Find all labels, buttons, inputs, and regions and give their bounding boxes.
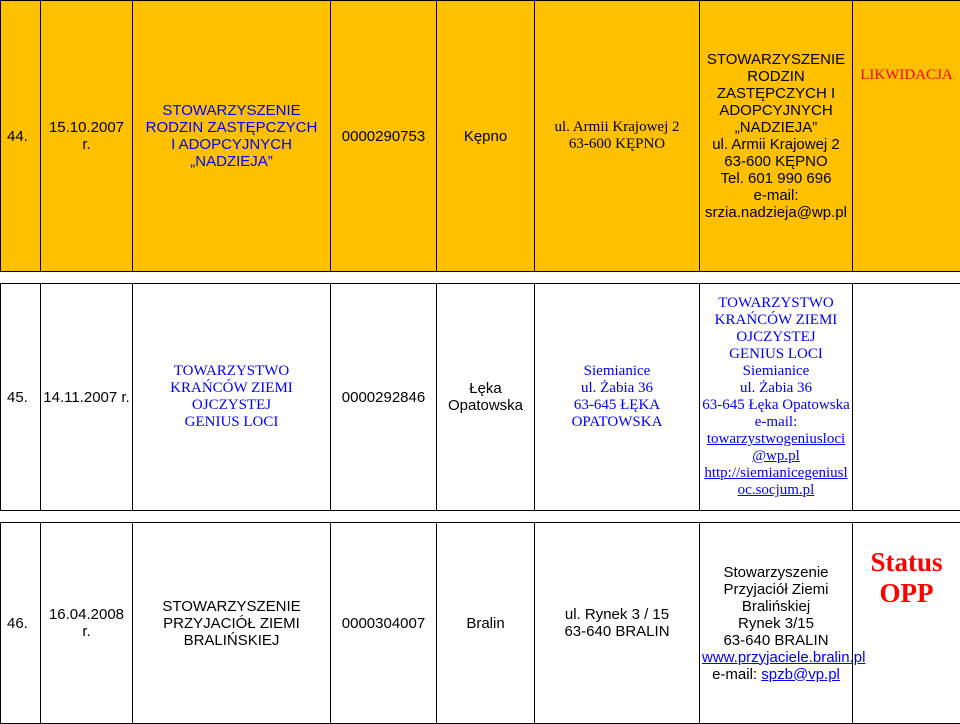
address [535, 284, 700, 511]
email-row [702, 666, 850, 683]
status-line: OPP [855, 578, 958, 609]
website-link[interactable]: www.przyjaciele.bralin.pl [702, 649, 850, 666]
address-line: ul. Żabia 36 [537, 380, 697, 397]
name-line: STOWARZYSZENIE [135, 598, 328, 615]
name-line: TOWARZYSTWO [135, 363, 328, 380]
contact-line: TOWARZYSTWO [702, 295, 850, 312]
address-line: OPATOWSKA [537, 414, 697, 431]
status-cell [853, 523, 960, 724]
table-row [1, 1, 960, 272]
row-number: 45. [1, 284, 41, 511]
contact-email: srzia.nadzieja@wp.pl [702, 204, 850, 221]
address [535, 1, 700, 272]
contact-line: RODZIN [702, 68, 850, 85]
contact-line: ADOPCYJNYCH [702, 102, 850, 119]
krs-number: 0000290753 [331, 1, 437, 272]
name-line: STOWARZYSZENIE [135, 102, 328, 119]
name-line: „NADZIEJA” [135, 153, 328, 170]
contact-line: Siemianice [702, 363, 850, 380]
krs-number: 0000304007 [331, 523, 437, 724]
name-line: I ADOPCYJNYCH [135, 136, 328, 153]
contact [700, 1, 853, 272]
contact-line: „NADZIEJA” [702, 119, 850, 136]
contact-line: Tel. 601 990 696 [702, 170, 850, 187]
table-row [1, 523, 960, 724]
name-line: PRZYJACIÓŁ ZIEMI [135, 615, 328, 632]
contact-line: KRAŃCÓW ZIEMI [702, 312, 850, 329]
address-line: 63-645 ŁĘKA [537, 397, 697, 414]
registration-date: 16.04.2008 r. [41, 523, 133, 724]
address-line: Siemianice [537, 363, 697, 380]
contact-line: ZASTĘPCZYCH I [702, 85, 850, 102]
address [535, 523, 700, 724]
organization-name [133, 523, 331, 724]
city: Łęka Opatowska [437, 284, 535, 511]
contact-line: Przyjaciół Ziemi [702, 581, 850, 598]
row-separator [1, 272, 960, 284]
email-link[interactable]: towarzystwogeniusloci [702, 431, 850, 448]
status-cell [853, 284, 960, 511]
contact-line: 63-645 Łęka Opatowska [702, 397, 850, 414]
email-link[interactable]: @wp.pl [702, 448, 850, 465]
email-label: e-mail: [712, 666, 757, 683]
registration-date: 14.11.2007 r. [41, 284, 133, 511]
krs-number: 0000292846 [331, 284, 437, 511]
registration-date: 15.10.2007 r. [41, 1, 133, 272]
contact-line: ul. Armii Krajowej 2 [702, 136, 850, 153]
contact-line: Stowarzyszenie [702, 564, 850, 581]
email-link[interactable]: spzb@vp.pl [761, 666, 840, 683]
city: Kępno [437, 1, 535, 272]
contact-line: STOWARZYSZENIE [702, 51, 850, 68]
organization-name [133, 284, 331, 511]
contact [700, 523, 853, 724]
contact-line: 63-640 BRALIN [702, 632, 850, 649]
contact-line: 63-600 KĘPNO [702, 153, 850, 170]
row-number: 44. [1, 1, 41, 272]
contact-line: GENIUS LOCI [702, 346, 850, 363]
website-link[interactable]: oc.socjum.pl [702, 482, 850, 499]
contact-line: Rynek 3/15 [702, 615, 850, 632]
status-badge: LIKWIDACJA [853, 1, 960, 272]
table-row [1, 284, 960, 511]
row-separator [1, 511, 960, 523]
address-line: ul. Armii Krajowej 2 [537, 119, 697, 136]
name-line: KRAŃCÓW ZIEMI [135, 380, 328, 397]
name-line: BRALIŃSKIEJ [135, 632, 328, 649]
address-line: 63-600 KĘPNO [537, 136, 697, 153]
status-line: Status [855, 547, 958, 578]
contact-line: e-mail: [702, 187, 850, 204]
address-line: 63-640 BRALIN [537, 623, 697, 640]
website-link[interactable]: http://siemianicegeniusl [702, 465, 850, 482]
address-line: ul. Rynek 3 / 15 [537, 606, 697, 623]
name-line: GENIUS LOCI [135, 414, 328, 431]
contact-line: e-mail: [702, 414, 850, 431]
organization-name [133, 1, 331, 272]
city: Bralin [437, 523, 535, 724]
contact-line: OJCZYSTEJ [702, 329, 850, 346]
name-line: OJCZYSTEJ [135, 397, 328, 414]
contact-line: Bralińskiej [702, 598, 850, 615]
contact-line: ul. Żabia 36 [702, 380, 850, 397]
name-line: RODZIN ZASTĘPCZYCH [135, 119, 328, 136]
contact [700, 284, 853, 511]
row-number: 46. [1, 523, 41, 724]
